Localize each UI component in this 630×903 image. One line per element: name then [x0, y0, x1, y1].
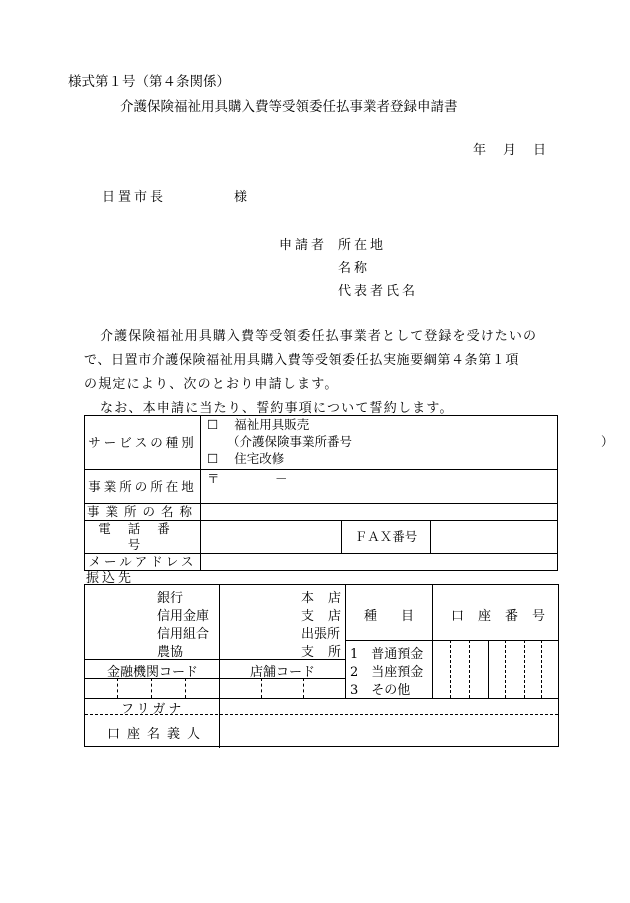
kind-label: 種目 [364, 609, 439, 624]
bank-type-bank: 銀行 [157, 591, 184, 606]
kind-current[interactable]: 2 当座預金 [350, 665, 424, 680]
account-number-label: 口座番号 [451, 609, 560, 624]
date-year: 年 [473, 143, 487, 158]
body-line-3: の規定により、次のとおり申請します。 [84, 377, 339, 392]
addressee-name: 日置市長 [102, 190, 167, 205]
applicant-address-label: 所在地 [338, 238, 387, 253]
date-month: 月 [503, 143, 517, 158]
office-name-label: 事業所の名称 [85, 504, 201, 521]
applicant-label: 申請者 [279, 238, 328, 253]
email-label: メールアドレス [85, 554, 201, 571]
postal-mark: 〒 [207, 471, 220, 486]
service-opt-renovation: 住宅改修 [234, 451, 285, 466]
body-line-1: 介護保険福祉用具購入費等受領委任払事業者として登録を受けたいの [100, 329, 538, 344]
body-line-4: なお、本申請に当たり、誓約事項について誓約します。 [100, 401, 454, 416]
bank-code-label: 金融機関コード [107, 665, 199, 680]
applicant-name-label: 名称 [338, 261, 371, 276]
branch-main: 本店 [301, 591, 356, 606]
bank-table [84, 584, 559, 747]
office-name-cell[interactable] [201, 504, 558, 521]
date-day: 日 [533, 143, 547, 158]
kind-ordinary[interactable]: 1 普通預金 [350, 647, 424, 662]
branch-code-label: 店舗コード [250, 665, 316, 680]
fax-cell[interactable] [431, 521, 558, 554]
branch-branch: 支店 [301, 609, 356, 624]
bank-type-kumiai: 信用組合 [157, 627, 210, 642]
office-location-label: 事業所の所在地 [85, 470, 201, 504]
phone-cell[interactable] [201, 521, 342, 554]
bank-type-nokyo: 農協 [157, 645, 184, 660]
info-table [84, 415, 614, 571]
bank-type-shinkin: 信用金庫 [157, 609, 210, 624]
office-number-close: ） [601, 434, 614, 449]
service-type-cell [201, 416, 614, 470]
postal-dash: － [275, 471, 288, 486]
furigana-label: フリガナ [121, 702, 185, 717]
body-line-2: で、日置市介護保険福祉用具購入費等受領委任払実施要綱第４条第１項 [84, 353, 519, 368]
service-type-label: サービスの種別 [85, 416, 201, 470]
branch-sub: 支所 [301, 645, 356, 660]
service-opt-sales: 福祉用具販売 [234, 417, 310, 432]
account-holder-label: 口座名義人 [107, 727, 208, 742]
addressee-honorific: 様 [234, 190, 248, 205]
office-number-label: （介護保険事業所番号 [227, 434, 353, 449]
bank-section-label: 振込先 [86, 571, 135, 586]
applicant-rep-label: 代表者氏名 [338, 284, 419, 299]
branch-office: 出張所 [301, 627, 341, 642]
form-title: 介護保険福祉用具購入費等受領委任払事業者登録申請書 [120, 99, 458, 115]
email-cell[interactable] [201, 554, 558, 571]
checkbox-renovation[interactable]: ☐ [207, 451, 219, 466]
checkbox-sales[interactable]: ☐ [207, 417, 219, 432]
office-location-cell[interactable] [201, 470, 558, 504]
form-number: 様式第１号（第４条関係） [68, 74, 230, 90]
phone-label: 電話番号 [85, 521, 201, 554]
fax-label: ＦＡＸ番号 [342, 521, 431, 554]
kind-other[interactable]: 3 その他 [350, 683, 411, 698]
